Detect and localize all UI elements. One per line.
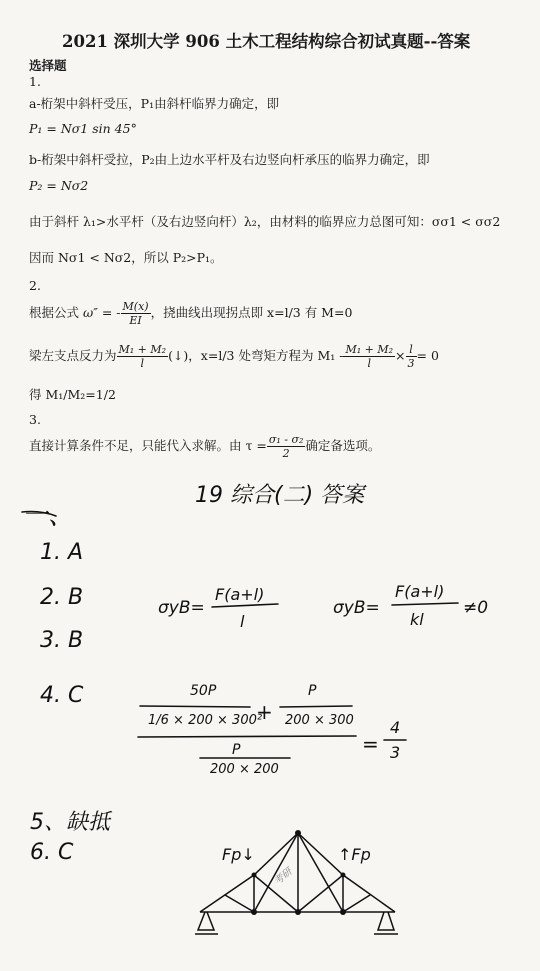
truss-label-right: ↑Fp <box>338 845 371 864</box>
q3-prefix: 直接计算条件不足，只能代入求解。由 τ = <box>29 438 267 453</box>
formula-suffix: ，挠曲线出现拐点即 x=l/3 有 M=0 <box>150 305 353 320</box>
fraction-den: EI <box>129 314 142 327</box>
big-main-bar <box>138 736 356 737</box>
question-2-number: 2. <box>29 278 41 293</box>
reaction-mid: (↓)，x=l/3 处弯矩方程为 M₁ - <box>168 348 344 363</box>
hand-eq2-num: F(a+l) <box>395 582 445 601</box>
hand-eq1-num: F(a+l) <box>215 585 265 604</box>
page-title: 2021 深圳大学 906 土木工程结构综合初试真题--答案 <box>62 32 471 51</box>
section-dash <box>22 512 56 517</box>
fraction-num: σ₁ - σ₂ <box>268 433 304 446</box>
fraction-den: l <box>140 357 145 370</box>
section-mark: 一、 <box>22 501 75 531</box>
reaction-end: = 0 <box>416 348 439 363</box>
answer-6: 6. C <box>30 840 74 865</box>
formula-p1: P₁ = Nσ1 sin 45° <box>29 121 137 136</box>
reaction-prefix: 梁左支点反力为 <box>29 348 117 363</box>
q3-suffix: 确定备选项。 <box>305 438 381 453</box>
big-result-eq: = <box>362 732 379 756</box>
eq1-fraction-bar <box>212 604 278 607</box>
hand-eq2-rhs: ≠0 <box>463 598 489 618</box>
fraction-num: M₁ + M₂ <box>118 343 167 356</box>
answer-2: 2. B <box>40 585 84 610</box>
fraction-den: 3 <box>407 357 415 370</box>
formula-lhs: ω″ = - <box>83 305 121 320</box>
fraction-num: M₁ + M₂ <box>345 343 394 356</box>
big-num1: 50P <box>190 683 217 699</box>
question-1-conclusion: 因而 Nσ1 < Nσ2，所以 P₂>P₁。 <box>29 250 223 265</box>
answer-1: 1. A <box>40 540 84 565</box>
question-1-part-b: b-桁架中斜杆受拉，P₂由上边水平杆及右边竖向杆承压的临界力确定，即 <box>29 152 430 167</box>
truss-diagram <box>195 833 398 934</box>
formula-prefix: 根据公式 <box>29 305 80 320</box>
eq2-fraction-bar <box>392 603 458 605</box>
answer-5: 5、缺抵 <box>30 810 110 835</box>
hand-eq2-lhs: σyB= <box>333 598 380 618</box>
section-title: 选择题 <box>29 58 67 73</box>
big-den1: 1/6 × 200 × 300² <box>148 713 263 728</box>
hand-eq1-lhs: σyB= <box>158 598 205 618</box>
big-den3: 200 × 200 <box>210 762 279 777</box>
times-sign: × <box>395 348 406 363</box>
big-plus: + <box>256 700 273 724</box>
fraction-den: l <box>367 357 371 370</box>
big-den2: 200 × 300 <box>285 713 354 728</box>
big-num3: P <box>232 742 241 758</box>
answer-4: 4. C <box>40 683 84 708</box>
fraction-num: M(x) <box>122 300 149 313</box>
big-bar-2 <box>280 706 352 707</box>
question-3-number: 3. <box>29 412 41 427</box>
handwritten-heading: 19 综合(二) 答案 <box>195 483 365 508</box>
question-1-number: 1. <box>29 74 41 89</box>
diagram-watermark: 考研 <box>272 866 295 888</box>
question-1-part-a: a-桁架中斜杆受压，P₁由斜杆临界力确定，即 <box>29 96 280 111</box>
truss-label-left: Fp↓ <box>222 845 255 864</box>
big-bar-1 <box>140 706 250 707</box>
fraction-num: l <box>406 343 417 357</box>
formula-p2: P₂ = Nσ2 <box>29 178 89 193</box>
answer-3: 3. B <box>40 628 84 653</box>
hand-eq2-den: kl <box>410 610 424 629</box>
question-1-compare: 由于斜杆 λ₁>水平杆（及右边竖向杆）λ₂，由材料的临界应力总图可知：σσ1 < σσ2 <box>29 214 501 229</box>
fraction-den: 2 <box>282 447 290 460</box>
question-2-result: 得 M₁/M₂=1/2 <box>29 387 116 402</box>
big-num2: P <box>308 683 317 699</box>
big-result-den: 3 <box>390 743 401 762</box>
hand-eq1-den: l <box>240 612 245 631</box>
big-result-num: 4 <box>390 718 401 737</box>
